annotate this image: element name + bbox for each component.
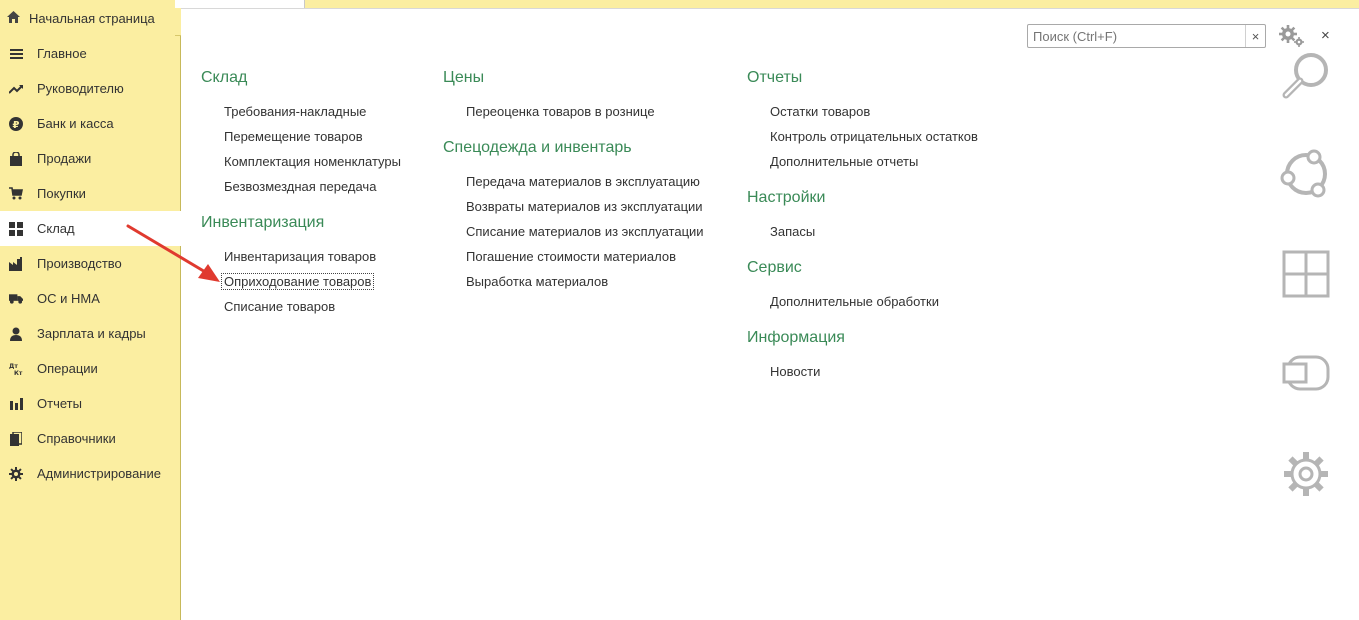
- link-materials-transfer[interactable]: Передача материалов в эксплуатацию: [466, 174, 700, 189]
- tab-strip-gap: [175, 0, 305, 8]
- books-icon: [9, 432, 23, 446]
- sidebar-item-label: Банк и касса: [37, 116, 114, 131]
- section-heading-prices: Цены: [443, 69, 485, 86]
- section-heading-inventory: Инвентаризация: [201, 214, 325, 231]
- section-heading-workwear: Спецодежда и инвентарь: [443, 139, 632, 156]
- section-heading-settings: Настройки: [747, 189, 826, 206]
- sidebar-item-label: Покупки: [37, 186, 86, 201]
- link-additional-processing[interactable]: Дополнительные обработки: [770, 294, 939, 309]
- home-tab-label: Начальная страница: [29, 10, 155, 26]
- link-stocks[interactable]: Запасы: [770, 224, 816, 239]
- link-kitting[interactable]: Комплектация номенклатуры: [224, 154, 401, 169]
- person-icon: [9, 327, 23, 341]
- gear-icon: [9, 467, 23, 481]
- sidebar-item-label: Продажи: [37, 151, 92, 166]
- link-transfer-goods[interactable]: Перемещение товаров: [224, 129, 363, 144]
- search-box[interactable]: [1027, 24, 1266, 48]
- bar-chart-icon: [9, 397, 23, 411]
- sidebar-item-reports[interactable]: [0, 386, 181, 421]
- sidebar-item-label: Администрирование: [37, 466, 161, 481]
- settings-icon[interactable]: [1280, 448, 1332, 500]
- sidebar-item-references[interactable]: [0, 421, 181, 456]
- grid-icon: [9, 222, 23, 236]
- sidebar-item-label: Главное: [37, 46, 87, 61]
- link-materials-writeoff[interactable]: Списание материалов из эксплуатации: [466, 224, 704, 239]
- circle-network-icon[interactable]: [1280, 148, 1332, 200]
- sidebar-item-label: Отчеты: [37, 396, 82, 411]
- link-stocktaking[interactable]: Инвентаризация товаров: [224, 249, 377, 264]
- truck-icon: [9, 292, 23, 306]
- dt-kt-icon: [9, 362, 23, 376]
- sidebar-item-label: Зарплата и кадры: [37, 326, 146, 341]
- sidebar-item-label: Операции: [37, 361, 98, 376]
- sidebar-item-label: ОС и НМА: [37, 291, 100, 306]
- link-retail-revaluation[interactable]: Переоценка товаров в рознице: [466, 104, 655, 119]
- switch-icon[interactable]: [1280, 348, 1332, 400]
- annotation-arrow: [120, 220, 230, 290]
- menu-icon: [9, 47, 23, 61]
- home-tab[interactable]: [0, 0, 175, 36]
- link-goods-receipt[interactable]: [201, 269, 401, 294]
- sidebar-item-purchases[interactable]: [0, 176, 181, 211]
- sidebar: [0, 36, 181, 620]
- column-2: [443, 66, 704, 294]
- sidebar-item-manager[interactable]: [0, 71, 181, 106]
- section-heading-warehouse: Склад: [201, 69, 248, 86]
- close-button[interactable]: ×: [1321, 27, 1330, 44]
- cart-icon: [9, 187, 23, 201]
- sidebar-item-payroll[interactable]: [0, 316, 181, 351]
- link-goods-writeoff[interactable]: Списание товаров: [224, 299, 336, 314]
- sidebar-item-sales[interactable]: [0, 141, 181, 176]
- factory-icon: [9, 257, 23, 271]
- link-requisitions[interactable]: Требования-накладные: [224, 104, 367, 119]
- column-1: [201, 66, 401, 319]
- svg-text:Дт: Дт: [9, 362, 18, 370]
- column-3: [747, 66, 978, 384]
- section-heading-service: Сервис: [747, 259, 802, 276]
- link-materials-return[interactable]: Возвраты материалов из эксплуатации: [466, 199, 703, 214]
- section-heading-information: Информация: [747, 329, 845, 346]
- trend-icon: [9, 82, 23, 96]
- ruble-icon: [9, 117, 23, 131]
- search-clear-button[interactable]: ×: [1245, 25, 1265, 47]
- bag-icon: [9, 152, 23, 166]
- link-cost-repayment[interactable]: Погашение стоимости материалов: [466, 249, 677, 264]
- sidebar-item-main[interactable]: [0, 36, 181, 71]
- svg-text:Кт: Кт: [14, 369, 23, 376]
- search-icon[interactable]: [1280, 50, 1332, 102]
- window-icon[interactable]: [1280, 248, 1332, 300]
- link-materials-output[interactable]: Выработка материалов: [466, 274, 609, 289]
- link-negative-balance[interactable]: Контроль отрицательных остатков: [770, 129, 978, 144]
- link-free-transfer[interactable]: Безвозмездная передача: [224, 179, 377, 194]
- svg-text:₽: ₽: [12, 119, 20, 131]
- sidebar-item-label: Справочники: [37, 431, 116, 446]
- section-heading-reports: Отчеты: [747, 69, 803, 86]
- home-icon: [6, 10, 21, 27]
- link-news[interactable]: Новости: [770, 364, 821, 379]
- sidebar-item-label: Склад: [37, 221, 75, 236]
- settings-menu-button[interactable]: [1278, 24, 1306, 48]
- link-additional-reports[interactable]: Дополнительные отчеты: [770, 154, 919, 169]
- link-goods-receipt-label: Оприходование товаров: [221, 273, 374, 290]
- sidebar-item-label: Производство: [37, 256, 122, 271]
- sidebar-item-label: Руководителю: [37, 81, 124, 96]
- link-stock-balance[interactable]: Остатки товаров: [770, 104, 871, 119]
- sidebar-item-admin[interactable]: [0, 456, 181, 491]
- sidebar-item-bank[interactable]: [0, 106, 181, 141]
- sidebar-item-operations[interactable]: [0, 351, 181, 386]
- search-input[interactable]: [1028, 25, 1245, 47]
